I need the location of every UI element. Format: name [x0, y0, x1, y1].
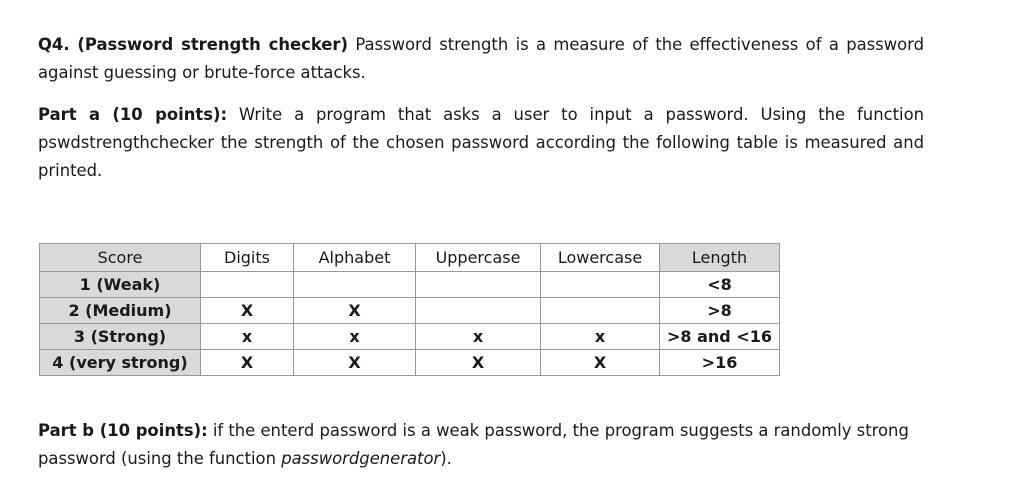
row-4-lowercase: X	[541, 350, 660, 376]
part-a-heading: Part a (10 points):	[38, 105, 228, 124]
row-1-alphabet	[294, 272, 416, 298]
row-1-digits	[201, 272, 294, 298]
header-score: Score	[40, 244, 201, 272]
part-b-text-end: ).	[440, 449, 452, 468]
row-4-uppercase: X	[416, 350, 541, 376]
row-2-score: 2 (Medium)	[40, 298, 201, 324]
table-row	[40, 298, 780, 324]
row-4-alphabet: X	[294, 350, 416, 376]
part-b-text: if the enterd password is a weak password, the program suggests a randomly strong password (using the function	[38, 421, 909, 468]
part-b-paragraph	[38, 417, 924, 473]
table-row	[40, 350, 780, 376]
row-4-score: 4 (very strong)	[40, 350, 201, 376]
part-a-text: Write a program that asks a user to input a password. Using the function pswdstrengthchecker the strength of the chosen password according the following table is measured and printed.	[38, 105, 924, 180]
header-alphabet: Alphabet	[294, 244, 416, 272]
table-header-row	[40, 244, 780, 272]
question-paragraph	[38, 31, 924, 87]
row-2-uppercase	[416, 298, 541, 324]
row-3-score: 3 (Strong)	[40, 324, 201, 350]
header-lowercase: Lowercase	[541, 244, 660, 272]
row-2-lowercase	[541, 298, 660, 324]
password-strength-table	[39, 243, 780, 376]
part-b-heading: Part b (10 points):	[38, 421, 208, 440]
part-b-function-name: passwordgenerator	[281, 449, 441, 468]
row-4-length: >16	[660, 350, 780, 376]
header-uppercase: Uppercase	[416, 244, 541, 272]
row-2-alphabet: X	[294, 298, 416, 324]
header-digits: Digits	[201, 244, 294, 272]
row-3-uppercase: x	[416, 324, 541, 350]
row-2-length: >8	[660, 298, 780, 324]
row-1-lowercase	[541, 272, 660, 298]
row-1-score: 1 (Weak)	[40, 272, 201, 298]
row-3-lowercase: x	[541, 324, 660, 350]
part-a-paragraph	[38, 101, 924, 185]
row-3-alphabet: x	[294, 324, 416, 350]
row-3-length: >8 and <16	[660, 324, 780, 350]
row-2-digits: X	[201, 298, 294, 324]
row-4-digits: X	[201, 350, 294, 376]
table-row	[40, 272, 780, 298]
header-length: Length	[660, 244, 780, 272]
row-1-length: <8	[660, 272, 780, 298]
question-heading: Q4. (Password strength checker)	[38, 35, 348, 54]
question-text: Password strength is a measure of the effectiveness of a password against guessing or brute-force attacks.	[38, 35, 925, 82]
table-row	[40, 324, 780, 350]
row-1-uppercase	[416, 272, 541, 298]
row-3-digits: x	[201, 324, 294, 350]
